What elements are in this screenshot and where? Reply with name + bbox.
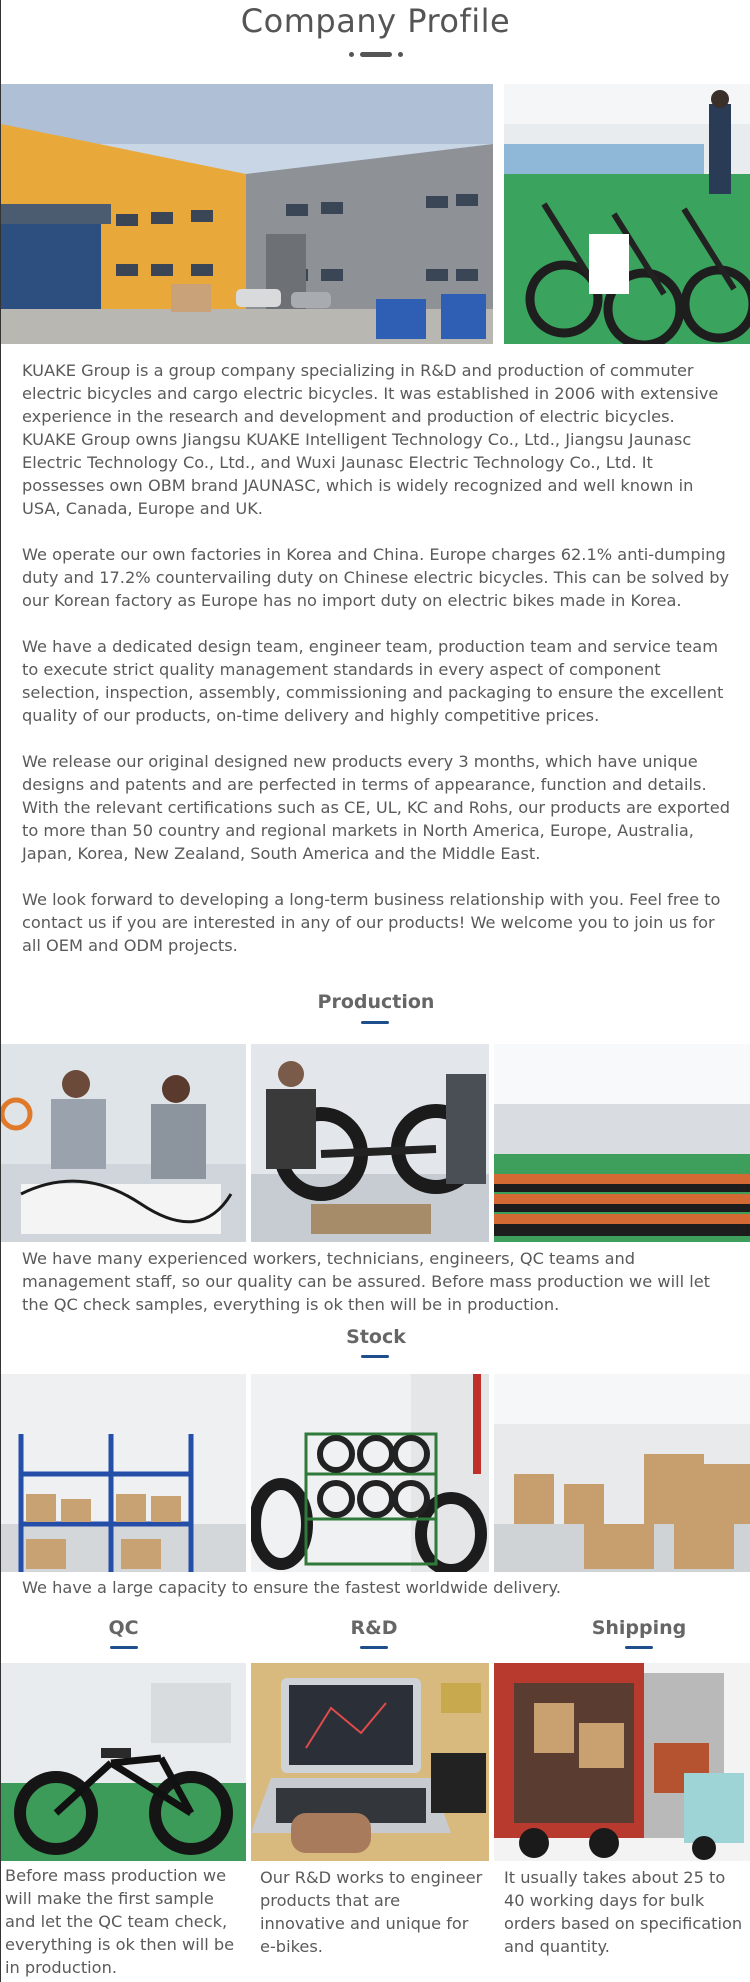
stock-photo-tires: [251, 1374, 489, 1572]
qc-description: Before mass production we will make the first sample and let the QC team check, everything is ok then will be in production.: [5, 1866, 235, 1977]
production-photo-workers: [1, 1044, 246, 1242]
qc-heading: QC: [108, 1617, 139, 1639]
production-underline: [361, 1021, 389, 1024]
rd-photo-laptop: [251, 1663, 489, 1861]
production-photo-assembly: [251, 1044, 489, 1242]
page-title: Company Profile: [240, 2, 511, 40]
shipping-description: It usually takes about 25 to 40 working days for bulk orders based on specification and quantity.: [504, 1868, 743, 1956]
production-description: We have many experienced workers, technicians, engineers, QC teams and management staff, so our quality can be assured. Before mass production we will let the QC check samples, everything is ok then will be in production.: [22, 1249, 711, 1314]
profile-paragraph: We look forward to developing a long-term business relationship with you. Feel free to contact us if you are interested in any of our products! We welcome you to join us for all OEM and ODM projects.: [22, 890, 721, 955]
company-description: [22, 359, 732, 980]
production-photo-bike-line: [494, 1044, 750, 1242]
factory-exterior-photo: [1, 84, 493, 344]
qc-underline: [110, 1646, 138, 1649]
stock-heading: Stock: [346, 1326, 406, 1348]
shipping-underline: [625, 1646, 653, 1649]
rd-underline: [360, 1646, 388, 1649]
stock-underline: [361, 1355, 389, 1358]
rd-heading: R&D: [350, 1617, 398, 1639]
stock-description: We have a large capacity to ensure the fastest worldwide delivery.: [22, 1578, 561, 1597]
profile-paragraph: KUAKE Group is a group company specializing in R&D and production of commuter electric bicycles and cargo electric bicycles. It was established in 2006 with extensive experience in the research and development and production of electric bicycles. KUAKE Group owns Jiangsu KUAKE Intelligent Technology Co., Ltd., Jiangsu Jaunasc Electric Technology Co., Ltd., and Wuxi Jaunasc Electric Technology Co., Ltd. It possesses own OBM brand JAUNASC, which is widely recognized and well known in USA, Canada, Europe and UK.: [22, 361, 719, 518]
factory-interior-photo: [504, 84, 750, 344]
production-heading: Production: [317, 991, 435, 1013]
title-ornament: [1, 50, 750, 58]
profile-paragraph: We release our original designed new products every 3 months, which have unique designs and patents and are perfected in terms of appearance, function and details. With the relevant certifications such as CE, UL, KC and Rohs, our products are exported to more than 50 country and regional markets in North America, Europe, Australia, Japan, Korea, New Zealand, South America and the Middle East.: [22, 752, 730, 863]
profile-paragraph: We operate our own factories in Korea and China. Europe charges 62.1% anti-dumping duty and 17.2% countervailing duty on Chinese electric bicycles. This can be solved by our Korean factory as Europe has no import duty on electric bikes made in Korea.: [22, 545, 730, 610]
qc-photo-bike: [1, 1663, 246, 1861]
shipping-heading: Shipping: [591, 1617, 687, 1639]
shipping-photo-container: [494, 1663, 750, 1861]
stock-photo-shelves: [1, 1374, 246, 1572]
stock-photo-boxes: [494, 1374, 750, 1572]
profile-paragraph: We have a dedicated design team, engineer team, production team and service team to execute strict quality management standards in every aspect of component selection, inspection, assembly, commissioning and packaging to ensure the excellent quality of our products, on-time delivery and highly competitive prices.: [22, 637, 724, 725]
rd-description: Our R&D works to engineer products that are innovative and unique for e-bikes.: [260, 1868, 483, 1956]
